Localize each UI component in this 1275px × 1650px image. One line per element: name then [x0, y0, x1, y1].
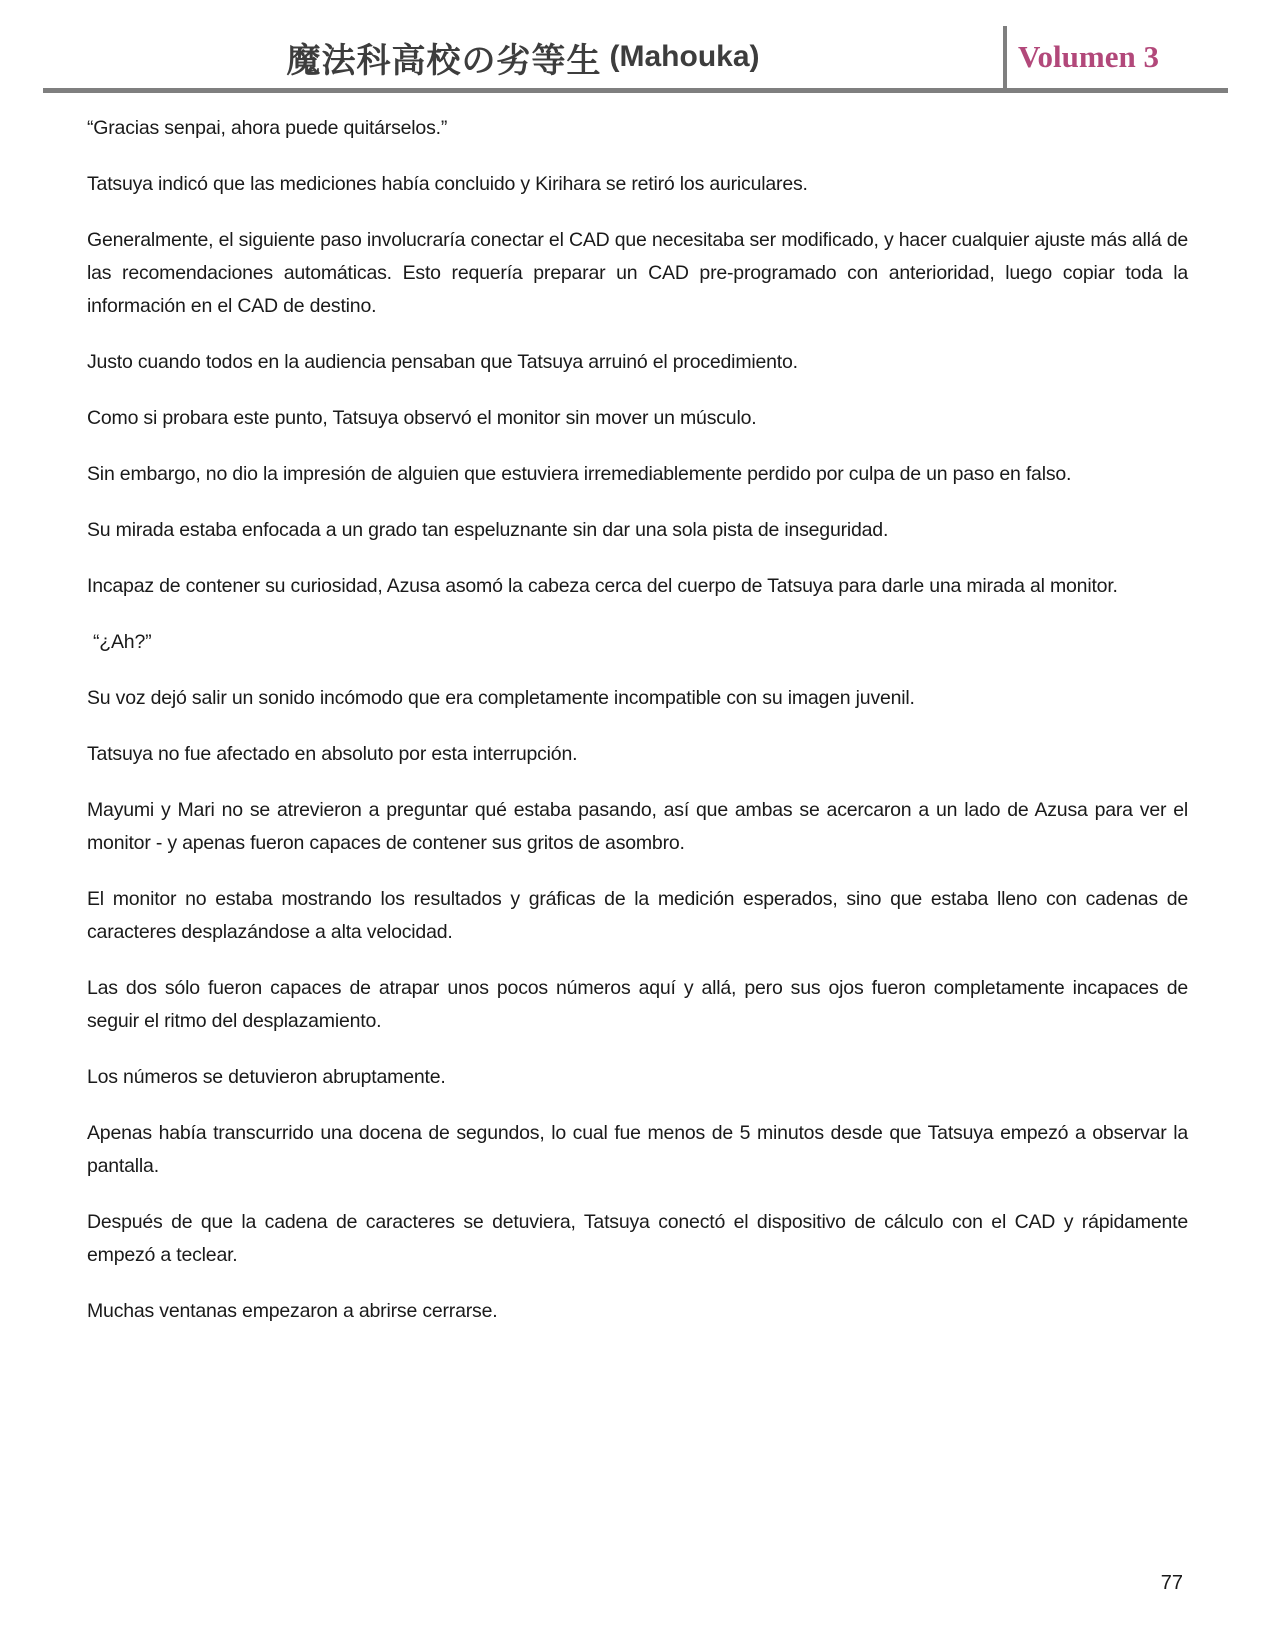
- paragraph: Muchas ventanas empezaron a abrirse cerrarse.: [87, 1300, 498, 1322]
- paragraph: Mayumi y Mari no se atrevieron a preguntar qué estaba pasando, así que ambas se acercaron a un lado de Azusa para ver el monitor - y apenas fueron capaces de contener sus gritos de asombro.: [87, 799, 1188, 854]
- book-title-latin: (Mahouka): [609, 40, 760, 73]
- paragraph-dialogue: “¿Ah?”: [93, 631, 152, 653]
- page-number: 77: [1160, 1572, 1183, 1594]
- paragraph: Las dos sólo fueron capaces de atrapar unos pocos números aquí y allá, pero sus ojos fueron completamente incapaces de seguir el ritmo del desplazamiento.: [87, 977, 1188, 1032]
- paragraph: “Gracias senpai, ahora puede quitárselos.”: [87, 117, 448, 139]
- page-header: [43, 26, 1228, 93]
- paragraph: Generalmente, el siguiente paso involucraría conectar el CAD que necesitaba ser modificado, y hacer cualquier ajuste más allá de las recomendaciones automáticas. Esto requería preparar un CAD pre-programado con anterioridad, luego copiar toda la información en el CAD de destino.: [87, 229, 1188, 317]
- paragraph: Como si probara este punto, Tatsuya observó el monitor sin mover un músculo.: [87, 407, 757, 429]
- paragraph: Tatsuya indicó que las mediciones había concluido y Kirihara se retiró los auriculares.: [87, 173, 808, 195]
- paragraph: Tatsuya no fue afectado en absoluto por esta interrupción.: [87, 743, 578, 765]
- paragraph: Su voz dejó salir un sonido incómodo que era completamente incompatible con su imagen juvenil.: [87, 687, 915, 709]
- paragraph: Justo cuando todos en la audiencia pensaban que Tatsuya arruinó el procedimiento.: [87, 351, 798, 373]
- header-row: [43, 26, 1228, 88]
- paragraph: El monitor no estaba mostrando los resultados y gráficas de la medición esperados, sino que estaba lleno con cadenas de caracteres desplazándose a alta velocidad.: [87, 888, 1188, 943]
- volume-label: Volumen 3: [1018, 39, 1159, 74]
- paragraph: Su mirada estaba enfocada a un grado tan espeluznante sin dar una sola pista de inseguridad.: [87, 519, 889, 541]
- book-title-japanese: 魔法科高校の劣等生: [286, 40, 602, 81]
- paragraph: Apenas había transcurrido una docena de segundos, lo cual fue menos de 5 minutos desde que Tatsuya empezó a observar la pantalla.: [87, 1122, 1188, 1177]
- volume-cell: [1003, 26, 1228, 88]
- paragraph: Después de que la cadena de caracteres se detuviera, Tatsuya conectó el dispositivo de cálculo con el CAD y rápidamente empezó a teclear.: [87, 1211, 1188, 1266]
- paragraph: Incapaz de contener su curiosidad, Azusa asomó la cabeza cerca del cuerpo de Tatsuya para darle una mirada al monitor.: [87, 575, 1118, 597]
- book-title: [43, 26, 1003, 88]
- page-body: [87, 93, 1188, 1328]
- paragraph: Los números se detuvieron abruptamente.: [87, 1066, 446, 1088]
- paragraph: Sin embargo, no dio la impresión de alguien que estuviera irremediablemente perdido por culpa de un paso en falso.: [87, 463, 1072, 485]
